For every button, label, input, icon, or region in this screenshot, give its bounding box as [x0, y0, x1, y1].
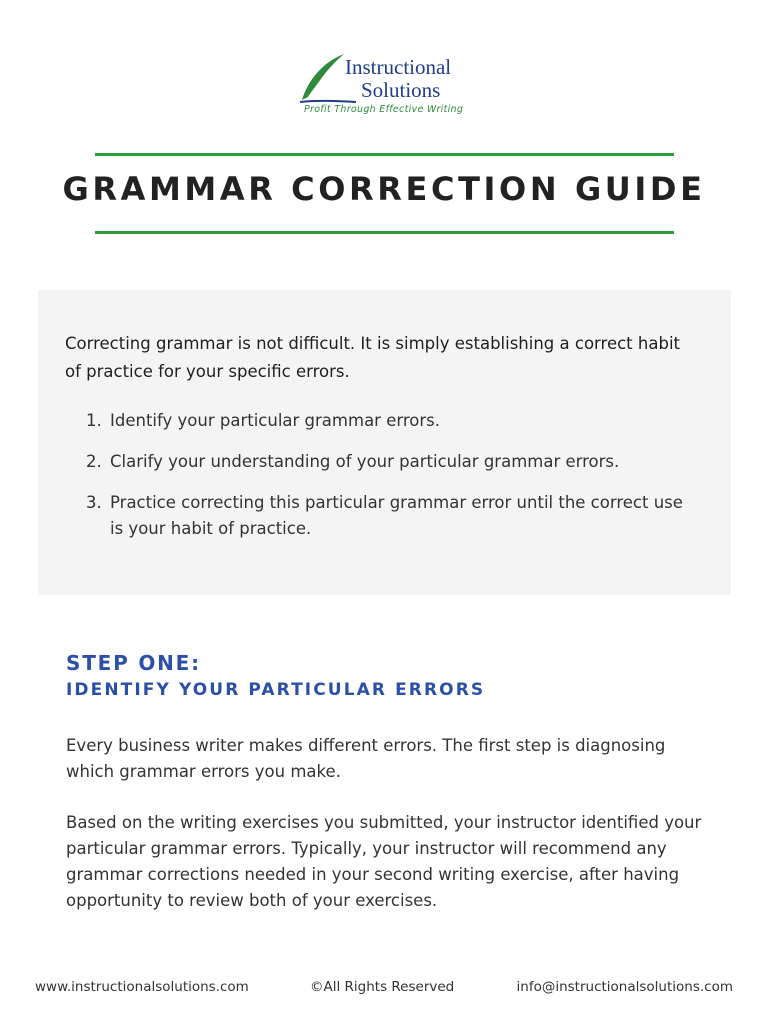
list-item — [86, 449, 696, 475]
footer-website-link[interactable]: www.instructionalsolutions.com — [35, 979, 249, 995]
steps-list — [86, 408, 696, 557]
list-item-number: 3. — [86, 493, 102, 512]
intro-box — [38, 290, 731, 595]
list-item-text: Practice correcting this particular grammar error until the correct use is your habit of practice. — [110, 493, 683, 538]
list-item — [86, 490, 696, 542]
list-item-text: Identify your particular grammar errors. — [110, 411, 440, 430]
section-subheading: IDENTIFY YOUR PARTICULAR ERRORS — [66, 680, 486, 700]
list-item-text: Clarify your understanding of your particular grammar errors. — [110, 452, 620, 471]
footer-email-link[interactable]: info@instructionalsolutions.com — [516, 979, 733, 995]
intro-text: Correcting grammar is not difficult. It is simply establishing a correct habit of practice for your specific errors. — [65, 334, 680, 381]
footer-rights: ©All Rights Reserved — [310, 979, 455, 995]
list-item-number: 1. — [86, 411, 102, 430]
list-item-number: 2. — [86, 452, 102, 471]
section-heading: STEP ONE: — [66, 651, 201, 675]
company-logo — [298, 50, 478, 120]
logo-line1: Instructional — [345, 55, 452, 79]
body-paragraph: Based on the writing exercises you submitted, your instructor identified your particular grammar errors. Typically, your instructor will recommend any grammar corrections needed in your second writing exercise, after having opportunity to review both of your exercises. — [66, 813, 702, 910]
logo-tagline: Profit Through Effective Writing — [304, 104, 464, 115]
title-rule-top — [95, 153, 674, 156]
body-paragraph: Every business writer makes different errors. The first step is diagnosing which grammar errors you make. — [66, 736, 666, 781]
logo-line2: Solutions — [361, 78, 441, 102]
title-rule-bottom — [95, 231, 674, 234]
page-title: GRAMMAR CORRECTION GUIDE — [62, 170, 706, 208]
list-item — [86, 408, 696, 434]
